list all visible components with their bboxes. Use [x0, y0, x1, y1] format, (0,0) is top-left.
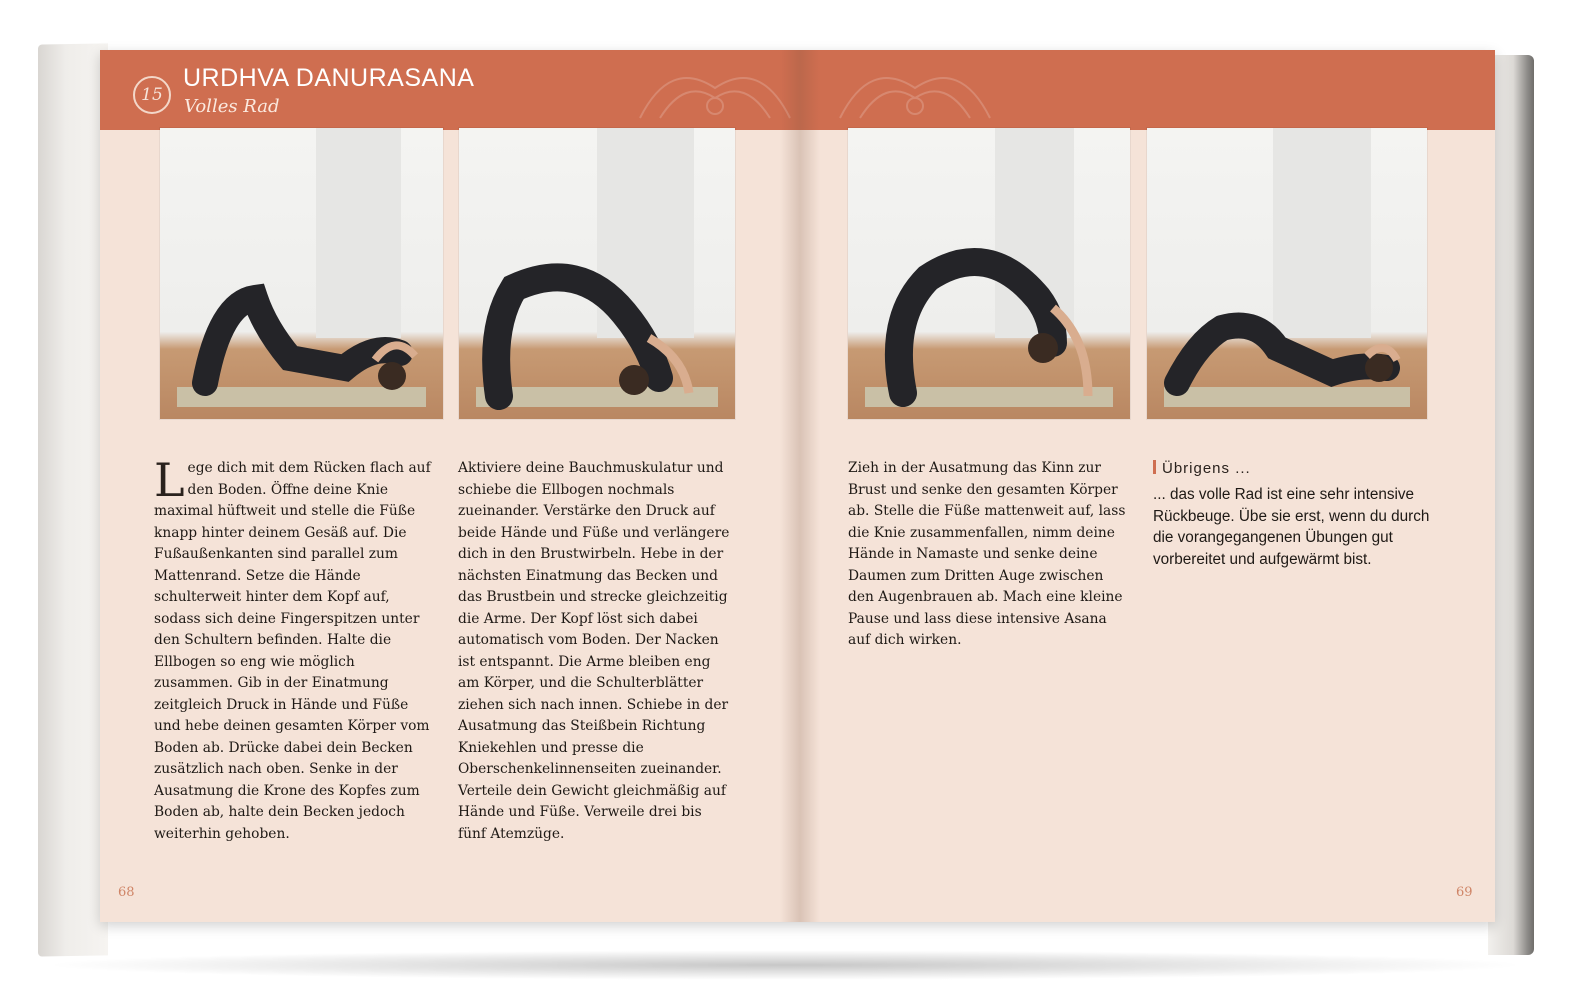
- page-title: URDHVA DANURASANA: [183, 64, 475, 92]
- left-column-2: [458, 458, 734, 845]
- right-column-1-text: Zieh in der Ausatmung das Kinn zur Brust und senke den gesamten Körper ab. Stelle die Füße mattenweit auf, lass die Knie zusammenfallen, nimm deine Hände in Namaste und senke deine Daumen zum Dritten Auge zwischen den Augenbrauen ab. Mach eine kleine Pause und lass diese intensive Asana auf dich wirken.: [848, 460, 1126, 648]
- photo-3: [848, 128, 1130, 419]
- left-column-1: [154, 453, 432, 845]
- book-shadow: [40, 950, 1530, 980]
- left-column-1-text: ege dich mit dem Rücken flach auf den Boden. Öffne deine Knie maximal hüftweit und stelle die Füße knapp hinter deinem Gesäß auf. Die Fußaußenkanten sind parallel zum Mattenrand. Setze die Hände schulterweit hinter dem Kopf auf, sodass sich deine Fingerspitzen unter den Schultern befinden. Halte die Ellbogen so eng wie möglich zusammen. Gib in der Einatmung zeitgleich Druck in Hände und Füße und hebe deinen gesamten Körper vom Boden ab. Drücke dabei dein Becken zusätzlich nach oben. Senke in der Ausatmung die Krone des Kopfes zum Boden ab, halte dein Becken jedoch weiterhin gehoben.: [154, 460, 431, 842]
- book-gutter: [780, 50, 820, 922]
- photo-1: [160, 128, 443, 419]
- page-number-left: 68: [118, 885, 135, 900]
- exercise-number-badge: 15: [133, 76, 171, 114]
- page-stack-left: [38, 43, 108, 956]
- note-heading: Übrigens ...: [1153, 460, 1251, 477]
- note-bar-icon: [1153, 460, 1156, 474]
- page-number-right: 69: [1456, 885, 1473, 900]
- right-column-1: [848, 458, 1130, 652]
- photo-2: [459, 128, 735, 419]
- book-spread: [100, 50, 1495, 922]
- page-subtitle: Volles Rad: [184, 96, 280, 117]
- left-column-2-text: Aktiviere deine Bauchmuskulatur und schiebe die Ellbogen nochmals zueinander. Verstärke den Druck auf beide Hände und Füße und verlängere dich in den Brustwirbeln. Hebe in der nächsten Einatmung das Becken und das Brustbein und strecke gleichzeitig die Arme. Der Kopf löst sich dabei automatisch vom Boden. Der Nacken ist entspannt. Die Arme bleiben eng am Körper, und die Schulterblätter ziehen sich nach innen. Schiebe in der Ausatmung das Steißbein Richtung Kniekehlen und presse die Oberschenkelinnenseiten zueinander. Verteile dein Gewicht gleichmäßig auf Hände und Füße. Verweile drei bis fünf Atemzüge.: [458, 460, 730, 842]
- yoga-pose-bridge-icon: [459, 128, 735, 419]
- ornament-icon: [830, 58, 1000, 122]
- ornament-icon: [630, 58, 800, 122]
- photo-4: [1147, 128, 1427, 419]
- yoga-pose-lying-icon: [160, 128, 443, 419]
- yoga-pose-wheel-icon: [848, 128, 1130, 419]
- yoga-pose-namaste-icon: [1147, 128, 1427, 419]
- dropcap: L: [154, 453, 185, 507]
- note-body: ... das volle Rad ist eine sehr intensive Rückbeuge. Übe sie erst, wenn du durch die vorangegangenen Übungen gut vorbereitet und aufgewärmt bist.: [1153, 486, 1430, 568]
